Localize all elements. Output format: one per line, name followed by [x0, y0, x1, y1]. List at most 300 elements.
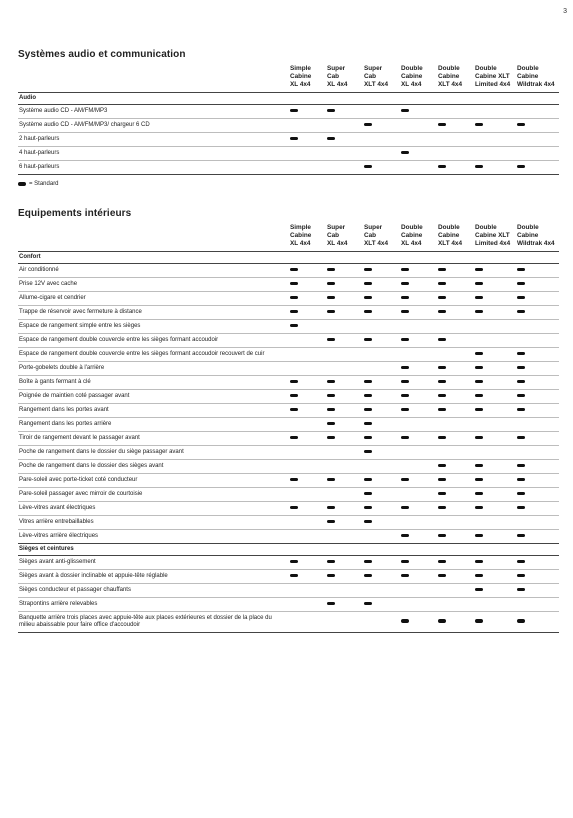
standard-dash-icon [517, 560, 525, 563]
header-label-cell [18, 224, 288, 252]
row-label: Espace de rangement double couvercle entre les sièges formant accoudoir recouvert de cuir [18, 348, 288, 362]
standard-dash-icon [517, 380, 525, 383]
standard-dash-icon [364, 408, 372, 411]
model-cell [325, 584, 362, 598]
standard-dash-icon [401, 151, 409, 154]
row-label: Rangement dans les portes avant [18, 404, 288, 418]
table-row [18, 418, 559, 432]
model-cell [515, 612, 559, 633]
model-cell [288, 502, 325, 516]
standard-dash-icon [517, 478, 525, 481]
standard-dash-icon [517, 436, 525, 439]
model-cell [473, 306, 515, 320]
group-title: Sièges et ceintures [18, 544, 559, 556]
model-cell [399, 530, 436, 544]
model-cell [473, 404, 515, 418]
column-header-line: Double [517, 224, 539, 231]
standard-dash-icon [438, 478, 446, 481]
model-cell [288, 530, 325, 544]
table-row [18, 264, 559, 278]
column-header [515, 224, 559, 252]
column-header-line: Double [438, 224, 460, 231]
model-cell [362, 502, 399, 516]
model-cell [473, 556, 515, 570]
row-label: Poignée de maintien coté passager avant [18, 390, 288, 404]
model-cell [436, 334, 473, 348]
model-cell [399, 348, 436, 362]
column-header [362, 65, 399, 93]
standard-dash-icon [327, 520, 335, 523]
model-cell [288, 488, 325, 502]
standard-dash-icon [475, 534, 483, 537]
model-cell [362, 119, 399, 133]
table-row [18, 133, 559, 147]
interior-equipment-section [18, 208, 559, 633]
table-row [18, 530, 559, 544]
model-cell [288, 418, 325, 432]
standard-dash-icon [290, 324, 298, 327]
model-cell [515, 390, 559, 404]
column-header-line: Cabine [401, 232, 423, 239]
standard-dash-icon [517, 574, 525, 577]
model-cell [436, 133, 473, 147]
model-cell [399, 584, 436, 598]
model-cell [399, 334, 436, 348]
standard-dash-icon [327, 408, 335, 411]
standard-dash-icon [364, 422, 372, 425]
model-cell [362, 516, 399, 530]
column-header-line: Double [517, 65, 539, 72]
standard-dash-icon [475, 366, 483, 369]
model-cell [399, 612, 436, 633]
standard-dash-icon [517, 534, 525, 537]
model-cell [288, 264, 325, 278]
model-cell [325, 516, 362, 530]
table-row [18, 570, 559, 584]
model-cell [362, 598, 399, 612]
table-row [18, 598, 559, 612]
interior-spec-table [18, 224, 559, 633]
table-row [18, 446, 559, 460]
row-label: Lève-vitres avant électriques [18, 502, 288, 516]
standard-dash-icon [327, 560, 335, 563]
standard-dash-icon [438, 165, 446, 168]
model-cell [515, 161, 559, 175]
standard-dash-icon [327, 282, 335, 285]
standard-dash-icon [401, 534, 409, 537]
model-cell [436, 556, 473, 570]
model-cell [473, 390, 515, 404]
model-cell [473, 320, 515, 334]
column-header [436, 224, 473, 252]
model-cell [473, 133, 515, 147]
column-header-line: Double [475, 65, 497, 72]
model-cell [362, 133, 399, 147]
standard-dash-icon [438, 436, 446, 439]
model-cell [288, 598, 325, 612]
column-header-line: XL 4x4 [290, 240, 311, 247]
model-cell [362, 390, 399, 404]
model-cell [325, 460, 362, 474]
model-cell [473, 570, 515, 584]
standard-dash-icon [364, 380, 372, 383]
row-label: Air conditionné [18, 264, 288, 278]
standard-dash-icon [517, 310, 525, 313]
standard-dash-icon [475, 123, 483, 126]
row-label: Espace de rangement double couvercle entre les sièges formant accoudoir [18, 334, 288, 348]
column-header [473, 224, 515, 252]
section-title: Equipements intérieurs [18, 208, 132, 219]
model-cell [515, 474, 559, 488]
standard-dash-icon [475, 506, 483, 509]
model-cell [436, 404, 473, 418]
model-cell [515, 530, 559, 544]
group-title: Audio [18, 93, 559, 105]
model-cell [325, 334, 362, 348]
model-cell [515, 334, 559, 348]
standard-dash-icon [475, 436, 483, 439]
column-header-line: Cab [364, 73, 377, 80]
standard-dash-icon [327, 310, 335, 313]
column-header-line: XLT 4x4 [364, 240, 389, 247]
model-cell [325, 105, 362, 119]
model-cell [399, 556, 436, 570]
standard-dash-icon [438, 366, 446, 369]
model-cell [473, 432, 515, 446]
audio-communication-section [18, 49, 559, 187]
model-cell [288, 612, 325, 633]
model-cell [473, 105, 515, 119]
standard-dash-icon [517, 282, 525, 285]
standard-dash-icon [401, 310, 409, 313]
standard-dash-icon [327, 394, 335, 397]
model-cell [515, 502, 559, 516]
model-cell [325, 570, 362, 584]
column-header-line: Super [327, 224, 346, 231]
model-cell [288, 570, 325, 584]
model-cell [473, 474, 515, 488]
model-cell [436, 390, 473, 404]
standard-dash-icon [290, 436, 298, 439]
standard-dash-icon [517, 492, 525, 495]
column-header [362, 224, 399, 252]
standard-dash-icon [364, 492, 372, 495]
model-cell [436, 446, 473, 460]
model-cell [473, 612, 515, 633]
standard-dash-icon [290, 478, 298, 481]
standard-dash-icon [290, 574, 298, 577]
model-cell [399, 474, 436, 488]
standard-dash-icon [364, 574, 372, 577]
standard-dash-icon [327, 422, 335, 425]
model-cell [288, 348, 325, 362]
row-label: Boîte à gants fermant à clé [18, 376, 288, 390]
standard-dash-icon [290, 380, 298, 383]
table-row [18, 432, 559, 446]
model-cell [288, 133, 325, 147]
standard-dash-icon [517, 588, 525, 591]
column-header-line: Double [401, 65, 423, 72]
column-header-line: Cabine [290, 73, 312, 80]
model-cell [473, 460, 515, 474]
table-row [18, 556, 559, 570]
row-label: Pare-soleil avec porte-ticket coté conducteur [18, 474, 288, 488]
row-label: Prise 12V avec cache [18, 278, 288, 292]
model-cell [325, 446, 362, 460]
model-cell [362, 404, 399, 418]
model-cell [515, 147, 559, 161]
standard-dash-icon [290, 408, 298, 411]
column-header-line: Super [364, 224, 383, 231]
table-row [18, 147, 559, 161]
standard-dash-icon [327, 506, 335, 509]
standard-dash-icon [327, 296, 335, 299]
standard-dash-icon [475, 619, 483, 622]
model-cell [362, 292, 399, 306]
standard-dash-icon [517, 296, 525, 299]
standard-dash-icon [364, 123, 372, 126]
model-cell [473, 334, 515, 348]
standard-dash-icon [438, 506, 446, 509]
model-cell [473, 446, 515, 460]
table-row [18, 292, 559, 306]
column-header-line: Limited 4x4 [475, 81, 511, 88]
model-cell [399, 278, 436, 292]
model-cell [436, 348, 473, 362]
model-cell [288, 306, 325, 320]
model-cell [325, 474, 362, 488]
standard-dash-icon [475, 394, 483, 397]
model-cell [288, 474, 325, 488]
standard-dash-icon [290, 506, 298, 509]
model-cell [436, 306, 473, 320]
model-cell [473, 278, 515, 292]
row-label: Strapontins arrière relevables [18, 598, 288, 612]
standard-dash-icon [364, 310, 372, 313]
model-cell [436, 570, 473, 584]
model-cell [515, 460, 559, 474]
standard-dash-icon [364, 296, 372, 299]
row-label: Vitres arrière entrebaillables [18, 516, 288, 530]
standard-dash-icon [475, 380, 483, 383]
model-cell [362, 570, 399, 584]
column-header [325, 224, 362, 252]
standard-dash-icon [438, 310, 446, 313]
column-header-line: Wildtrak 4x4 [517, 81, 555, 88]
standard-dash-icon [401, 296, 409, 299]
row-label: Sièges avant à dossier inclinable et appuie-tête réglable [18, 570, 288, 584]
model-cell [288, 404, 325, 418]
standard-dash-icon [401, 408, 409, 411]
row-label: Poche de rangement dans le dossier des sièges avant [18, 460, 288, 474]
model-cell [399, 598, 436, 612]
model-cell [515, 598, 559, 612]
model-cell [515, 418, 559, 432]
model-cell [473, 584, 515, 598]
model-cell [362, 446, 399, 460]
standard-dash-icon [475, 165, 483, 168]
model-cell [436, 612, 473, 633]
column-header-line: XLT 4x4 [438, 81, 463, 88]
row-label: Tiroir de rangement devant le passager avant [18, 432, 288, 446]
model-cell [436, 264, 473, 278]
group-title: Confort [18, 252, 559, 264]
standard-dash-icon [327, 574, 335, 577]
model-cell [362, 556, 399, 570]
standard-dash-icon [290, 310, 298, 313]
page-number: 3 [563, 8, 567, 15]
column-header-line: XL 4x4 [401, 81, 422, 88]
model-cell [362, 376, 399, 390]
row-label: 6 haut-parleurs [18, 161, 288, 175]
model-cell [325, 119, 362, 133]
model-cell [325, 278, 362, 292]
standard-dash-icon [290, 296, 298, 299]
standard-dash-icon [401, 560, 409, 563]
column-header-line: Super [327, 65, 346, 72]
model-cell [288, 320, 325, 334]
model-cell [399, 502, 436, 516]
model-cell [436, 292, 473, 306]
column-header [515, 65, 559, 93]
legend-text: = Standard [29, 181, 59, 187]
standard-dash-icon [327, 436, 335, 439]
table-row [18, 119, 559, 133]
standard-dash-icon [475, 492, 483, 495]
standard-dash-icon [517, 394, 525, 397]
row-label: Système audio CD - AM/FM/MP3/ chargeur 6 CD [18, 119, 288, 133]
standard-dash-icon [438, 464, 446, 467]
standard-dash-icon [327, 268, 335, 271]
model-cell [325, 404, 362, 418]
model-cell [515, 292, 559, 306]
column-header-line: Simple [290, 65, 311, 72]
model-cell [288, 334, 325, 348]
table-row [18, 516, 559, 530]
column-header-line: Cab [327, 232, 340, 239]
standard-dash-icon [517, 268, 525, 271]
model-cell [325, 376, 362, 390]
model-cell [362, 362, 399, 376]
model-cell [325, 390, 362, 404]
column-header-line: XL 4x4 [401, 240, 422, 247]
model-cell [515, 446, 559, 460]
model-cell [473, 376, 515, 390]
standard-dash-icon [290, 268, 298, 271]
standard-dash-icon [438, 380, 446, 383]
standard-dash-icon [438, 492, 446, 495]
row-label: 2 haut-parleurs [18, 133, 288, 147]
standard-dash-icon [364, 520, 372, 523]
standard-dash-icon [401, 574, 409, 577]
model-cell [515, 404, 559, 418]
standard-dash-icon [517, 619, 525, 622]
column-header-line: XL 4x4 [327, 81, 348, 88]
standard-dash-icon [401, 506, 409, 509]
standard-dash-icon [517, 506, 525, 509]
model-cell [288, 376, 325, 390]
standard-dash-icon [290, 137, 298, 140]
model-cell [399, 390, 436, 404]
column-header-line: Double [401, 224, 423, 231]
column-header-line: Limited 4x4 [475, 240, 511, 247]
standard-dash-icon [401, 366, 409, 369]
model-cell [436, 418, 473, 432]
model-cell [515, 570, 559, 584]
model-cell [436, 376, 473, 390]
standard-dash-icon [438, 574, 446, 577]
model-cell [473, 362, 515, 376]
standard-dash-icon [517, 123, 525, 126]
model-cell [399, 446, 436, 460]
model-cell [288, 556, 325, 570]
column-header-line: Cabine [401, 73, 423, 80]
model-cell [515, 488, 559, 502]
standard-dash-icon [18, 182, 26, 185]
model-cell [399, 147, 436, 161]
group-row [18, 252, 559, 264]
model-cell [362, 161, 399, 175]
model-cell [515, 119, 559, 133]
standard-dash-icon [364, 268, 372, 271]
group-row [18, 544, 559, 556]
column-header-line: Super [364, 65, 383, 72]
audio-spec-table [18, 65, 559, 175]
model-cell [515, 584, 559, 598]
standard-dash-icon [475, 574, 483, 577]
column-header [436, 65, 473, 93]
model-cell [399, 264, 436, 278]
model-cell [399, 460, 436, 474]
table-row [18, 334, 559, 348]
standard-dash-icon [438, 282, 446, 285]
column-header [399, 224, 436, 252]
standard-dash-icon [401, 338, 409, 341]
standard-dash-icon [327, 602, 335, 605]
model-cell [436, 474, 473, 488]
header-label-cell [18, 65, 288, 93]
table-row [18, 460, 559, 474]
model-cell [325, 598, 362, 612]
model-cell [436, 584, 473, 598]
standard-dash-icon [401, 436, 409, 439]
standard-dash-icon [475, 560, 483, 563]
model-cell [473, 292, 515, 306]
table-row [18, 390, 559, 404]
section-title: Systèmes audio et communication [18, 49, 186, 60]
standard-dash-icon [475, 310, 483, 313]
standard-dash-icon [475, 352, 483, 355]
standard-dash-icon [475, 408, 483, 411]
model-cell [436, 502, 473, 516]
standard-dash-icon [401, 380, 409, 383]
model-cell [325, 320, 362, 334]
standard-dash-icon [438, 338, 446, 341]
table-row [18, 348, 559, 362]
row-label: Trappe de réservoir avec fermeture à distance [18, 306, 288, 320]
standard-dash-icon [475, 588, 483, 591]
standard-dash-icon [364, 478, 372, 481]
model-cell [325, 530, 362, 544]
standard-dash-icon [401, 478, 409, 481]
model-cell [362, 612, 399, 633]
model-cell [515, 278, 559, 292]
model-cell [362, 334, 399, 348]
model-cell [515, 516, 559, 530]
model-cell [325, 264, 362, 278]
column-header-line: Cabine [517, 73, 539, 80]
model-cell [399, 418, 436, 432]
